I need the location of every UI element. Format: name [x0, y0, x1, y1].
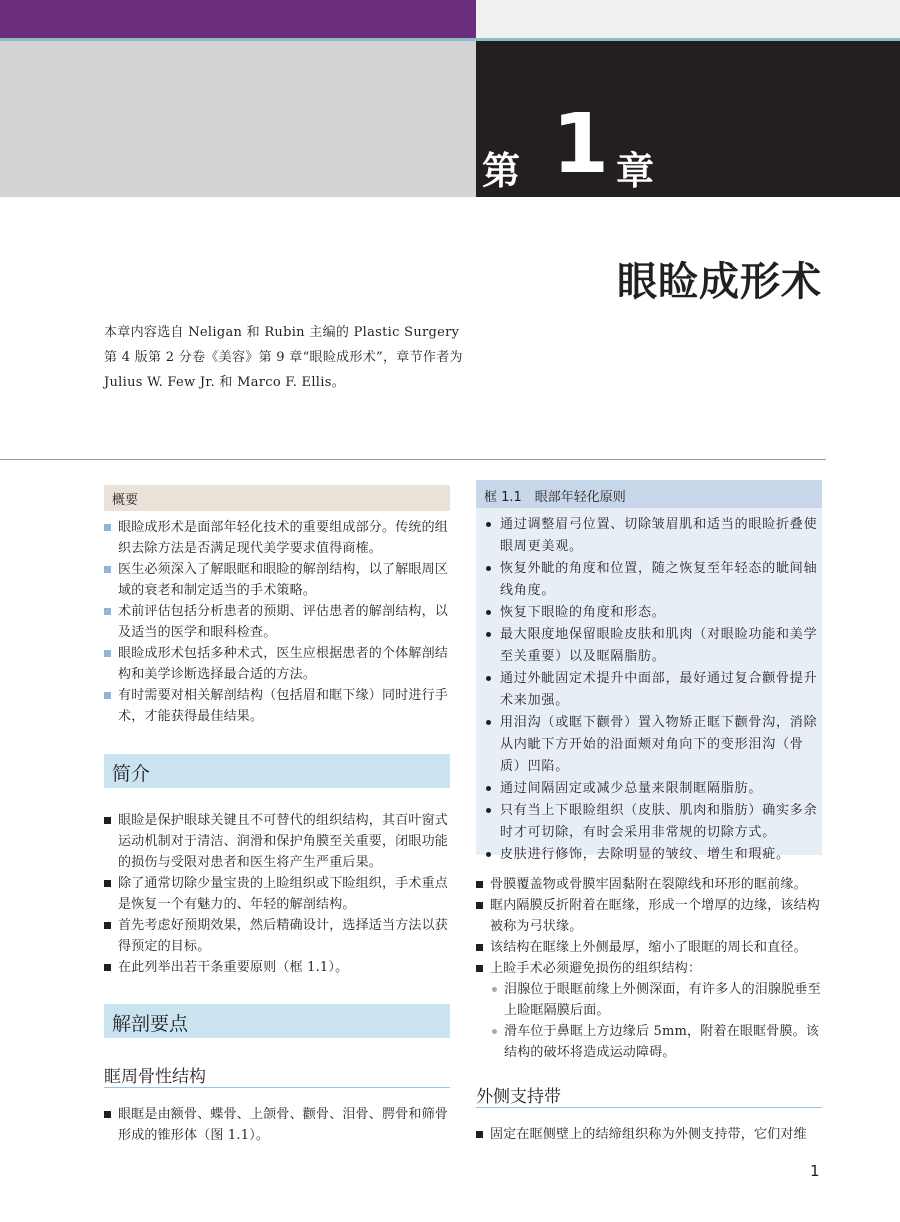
header-band-light — [476, 0, 900, 38]
intro-heading: 简介 — [112, 763, 151, 785]
box-heading: 框 1.1 眼部年轻化原则 — [484, 490, 626, 505]
list-item: 术前评估包括分析患者的预期、评估患者的解剖结构，以及适当的医学和眼科检查。 — [104, 601, 450, 643]
header-band-gray — [0, 41, 476, 197]
list-item: 首先考虑好预期效果，然后精确设计，选择适当方法以获得预定的目标。 — [104, 915, 450, 957]
list-item: 除了通常切除少量宝贵的上睑组织或下睑组织，手术重点是恢复一个有魅力的、年轻的解剖结构。 — [104, 873, 450, 915]
list-item: 在此列举出若干条重要原则（框 1.1）。 — [104, 957, 450, 978]
list-item: 医生必须深入了解眼眶和眼睑的解剖结构，以了解眼周区域的衰老和制定适当的手术策略。 — [104, 559, 450, 601]
list-item: 恢复下眼睑的角度和形态。 — [484, 602, 818, 624]
list-item: 有时需要对相关解剖结构（包括眉和眶下缘）同时进行手术，才能获得最佳结果。 — [104, 685, 450, 727]
summary-heading-bar — [104, 485, 450, 511]
list-item: 眶内隔膜反折附着在眶缘，形成一个增厚的边缘，该结构被称为弓状缘。 — [476, 895, 826, 937]
divider — [0, 459, 826, 460]
list-item: 固定在眶侧壁上的结缔组织称为外侧支持带，它们对维 — [476, 1124, 826, 1145]
chapter-label — [476, 96, 900, 196]
lateral-heading: 外侧支持带 — [476, 1087, 561, 1107]
summary-heading: 概要 — [112, 493, 139, 508]
orbital-bone-heading: 眶周骨性结构 — [104, 1067, 206, 1087]
chapter-number: 1 — [552, 97, 610, 192]
header-band-purple — [0, 0, 476, 38]
anatomy-heading: 解剖要点 — [112, 1013, 189, 1035]
right-sub-list — [490, 979, 826, 1063]
list-item: 该结构在眶缘上外侧最厚，缩小了眼眶的周长和直径。 — [476, 937, 826, 958]
list-item: 骨膜覆盖物或骨膜牢固黏附在裂隙线和环形的眶前缘。 — [476, 874, 826, 895]
list-item: 眼眶是由额骨、蝶骨、上颌骨、颧骨、泪骨、腭骨和筛骨形成的锥形体（图 1.1）。 — [104, 1104, 450, 1146]
summary-list — [104, 517, 450, 727]
box-list — [484, 514, 818, 866]
intro-list — [104, 810, 450, 978]
subheading-rule — [104, 1087, 450, 1088]
subheading-rule — [476, 1107, 822, 1108]
list-item: 恢复外眦的角度和位置，随之恢复至年轻态的眦间轴线角度。 — [484, 558, 818, 602]
chapter-prefix: 第 — [482, 149, 521, 193]
list-item: 用泪沟（或眶下颧骨）置入物矫正眶下颧骨沟，消除从内眦下方开始的沿面颊对角向下的变形泪沟（骨质）凹陷。 — [484, 712, 818, 778]
list-item: 只有当上下眼睑组织（皮肤、肌肉和脂肪）确实多余时才可切除，有时会采用非常规的切除方式。 — [484, 800, 818, 844]
list-item: 通过间隔固定或减少总量来限制眶隔脂肪。 — [484, 778, 818, 800]
list-item: 泪腺位于眼眶前缘上外侧深面，有许多人的泪腺脱垂至上睑眶隔膜后面。 — [490, 979, 826, 1021]
page-number: 1 — [810, 1162, 820, 1180]
list-item: 滑车位于鼻眶上方边缘后 5mm，附着在眼眶骨膜。该结构的破坏将造成运动障碍。 — [490, 1021, 826, 1063]
list-item: 通过外眦固定术提升中面部，最好通过复合颧骨提升术来加强。 — [484, 668, 818, 712]
list-item: 眼睑成形术是面部年轻化技术的重要组成部分。传统的组织去除方法是否满足现代美学要求值得商榷。 — [104, 517, 450, 559]
right-list — [476, 874, 826, 979]
box-heading-bar — [476, 480, 822, 508]
list-item: 最大限度地保留眼睑皮肤和肌肉（对眼睑功能和美学至关重要）以及眶隔脂肪。 — [484, 624, 818, 668]
intro-paragraph: 本章内容选自 Neligan 和 Rubin 主编的 Plastic Surgery 第 4 版第 2 分卷《美容》第 9 章“眼睑成形术”，章节作者为 Julius W. Few Jr. 和 Marco F. Ellis。 — [104, 325, 463, 390]
intro-heading-bar — [104, 754, 450, 788]
list-item: 上睑手术必须避免损伤的组织结构： — [476, 958, 826, 979]
list-item: 眼睑是保护眼球关键且不可替代的组织结构，其百叶窗式运动机制对于清洁、润滑和保护角膜至关重要，闭眼功能的损伤与受限对患者和医生将产生严重后果。 — [104, 810, 450, 873]
chapter-suffix: 章 — [616, 149, 655, 193]
list-item: 眼睑成形术包括多种术式，医生应根据患者的个体解剖结构和美学诊断选择最合适的方法。 — [104, 643, 450, 685]
list-item: 通过调整眉弓位置、切除皱眉肌和适当的眼睑折叠使眼周更美观。 — [484, 514, 818, 558]
list-item: 皮肤进行修饰，去除明显的皱纹、增生和瑕疵。 — [484, 844, 818, 866]
anatomy-list — [104, 1104, 450, 1146]
chapter-title: 眼睑成形术 — [617, 259, 822, 305]
lateral-list — [476, 1124, 826, 1145]
anatomy-heading-bar — [104, 1004, 450, 1038]
